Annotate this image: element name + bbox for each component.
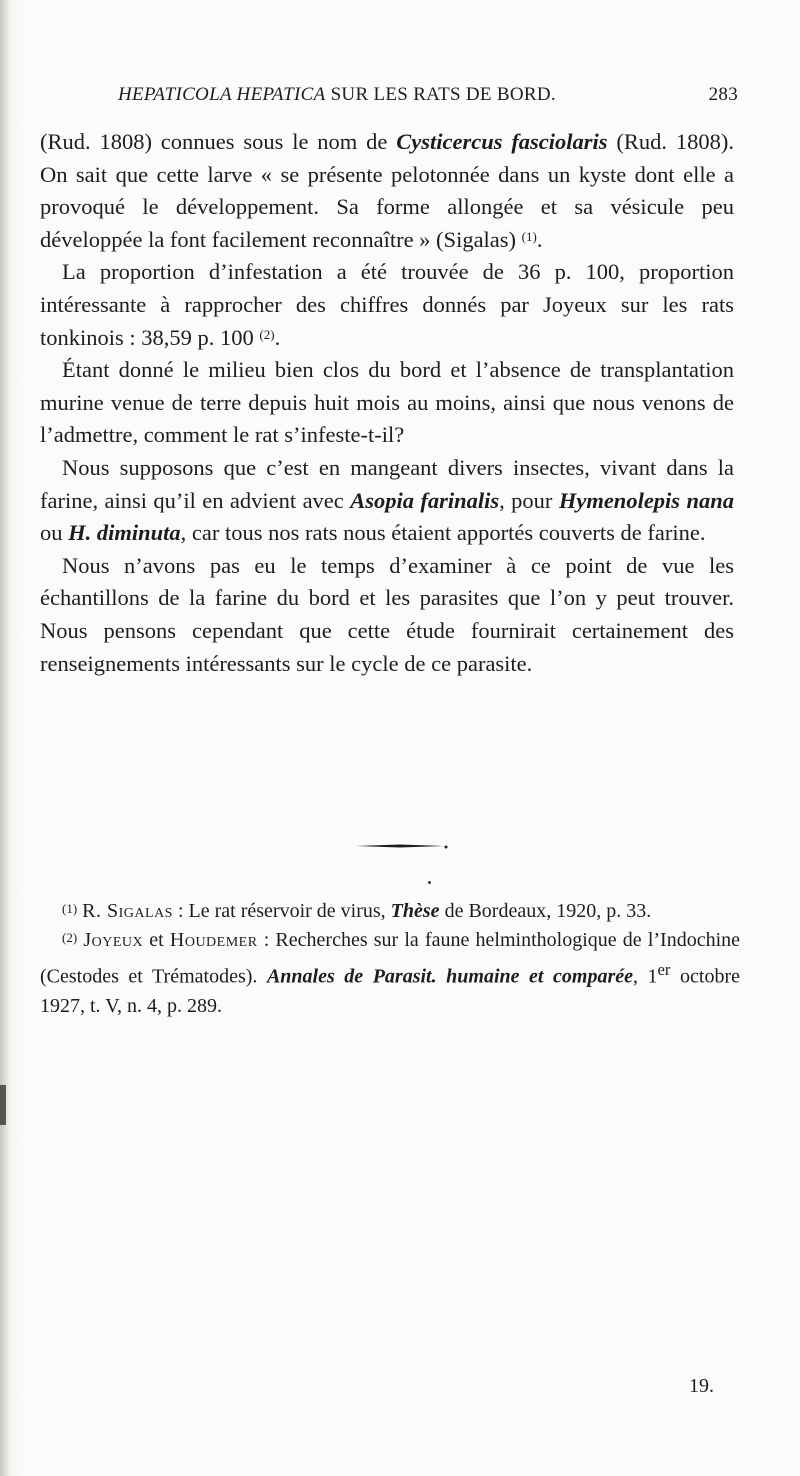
footnotes — [40, 897, 740, 1021]
ornament-dot — [428, 881, 431, 884]
section-ornament — [352, 842, 448, 850]
footnote-1-italic: Thèse — [390, 900, 440, 922]
footnote-2-text-2: : Recherches sur la faune helminthologique de l’Indochine (Cestodes et Trématodes). — [40, 929, 741, 988]
p1-text-1: (Rud. 1808) connues sous le nom de — [40, 129, 397, 154]
p4-text-2: , pour — [499, 487, 559, 513]
running-head-title — [118, 84, 556, 106]
footnote-2-author-2: Houdemer — [169, 929, 258, 951]
footnote-1-author: R. Sigalas — [82, 900, 173, 922]
p1-italic-species: Cysticercus fasciolaris — [396, 129, 608, 154]
paragraph-3 — [40, 354, 734, 452]
paragraph-2 — [40, 256, 734, 354]
footnote-2-text-4: octobre 1927, t. V, n. 4, p. 289. — [40, 965, 740, 1017]
footnote-ref-2[interactable]: (2) — [259, 326, 275, 342]
p4-italic-hymenolepis: Hymenolepis nana — [558, 487, 734, 513]
p5-text-1: Nous n’avons pas eu le temps d’examiner à ce point de vue les échantillons de la farine du bord et les parasites que l’on y peut trouver. Nous pensons cependant que cette étude fournirait certainement des renseignements intéressants sur le cycle de ce parasite. — [40, 552, 734, 676]
paragraph-4 — [40, 452, 734, 550]
p4-text-1: Nous supposons que c’est en mangeant divers insectes, vivant dans la farine, ainsi qu’il en advient avec — [40, 454, 734, 513]
p1-text-3: . — [536, 226, 543, 252]
body-text — [40, 126, 734, 680]
footnote-2-text-1: et — [143, 929, 170, 951]
paragraph-5 — [40, 550, 734, 680]
running-head — [118, 84, 738, 114]
paragraph-1 — [40, 126, 734, 256]
footnote-1-text-2: de Bordeaux, 1920, p. 33. — [439, 900, 652, 922]
footnote-ref-1[interactable]: (1) — [521, 228, 537, 244]
p1-text-2: (Rud. 1808). On sait que cette larve « se présente pelotonnée dans un kyste dont elle a provoqué le développement. Sa forme allongée et sa vésicule peu développée la font facilement reconnaître » (Sigalas) — [40, 129, 735, 252]
footnote-1-text-1: : Le rat réservoir de virus, — [172, 900, 391, 922]
p4-text-3: ou — [40, 520, 69, 546]
p4-italic-asopia: Asopia farinalis — [350, 487, 500, 513]
footnote-2-author-1: Joyeux — [83, 929, 144, 951]
p2-text-1: La proportion d’infestation a été trouvée de 36 p. 100, proportion intéressante à rapprocher des chiffres donnés par Joyeux sur les rats tonkinois : 38,59 p. 100 — [40, 259, 734, 350]
page-number: 283 — [708, 84, 738, 105]
footnote-2-italic-journal: Annales de Parasit. humaine et comparée — [266, 965, 633, 988]
footnote-2-mark: (2) — [62, 930, 78, 945]
running-head-title-italic: HEPATICOLA HEPATICA — [118, 84, 326, 105]
p4-text-4: , car tous nos rats nous étaient apportés couverts de farine. — [180, 520, 706, 546]
footnote-2 — [40, 926, 740, 1021]
p3-text-1: Étant donné le milieu bien clos du bord et l’absence de transplantation murine venue de terre depuis huit mois au moins, ainsi que nous venons de l’admettre, comment le rat s’infeste-t-il? — [40, 357, 734, 448]
footnote-1-mark: (1) — [62, 901, 78, 916]
binding-shadow — [0, 0, 22, 1476]
binding-mark — [0, 1085, 6, 1125]
footnote-2-text-3: , 1 — [632, 965, 658, 988]
p2-text-2: . — [274, 324, 281, 350]
p4-italic-diminuta: H. diminuta — [68, 520, 181, 546]
running-head-title-rest: SUR LES RATS DE BORD. — [325, 84, 556, 105]
footnote-1 — [40, 897, 740, 926]
footnote-2-sup: er — [657, 960, 671, 979]
signature-mark: 19. — [689, 1375, 714, 1397]
